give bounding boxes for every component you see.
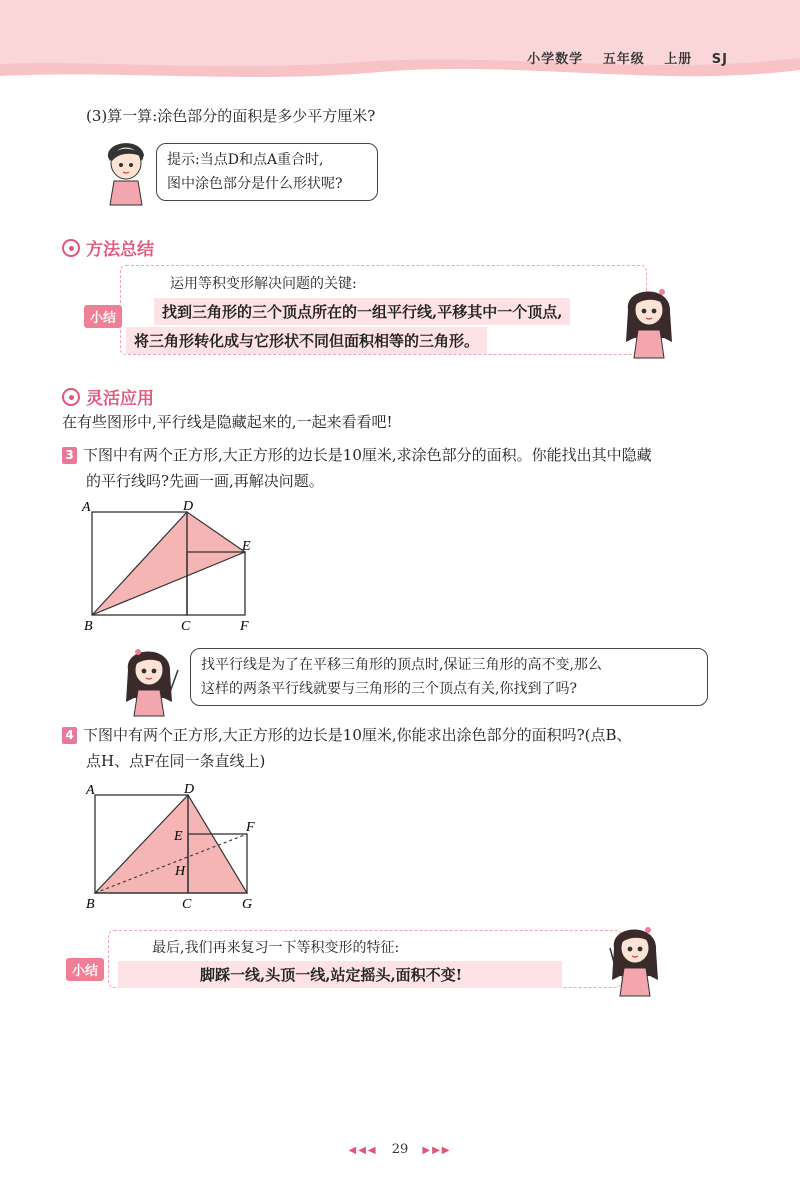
p4-label-b: B <box>86 897 95 912</box>
p3-label-e: E <box>242 539 251 554</box>
final-summary-intro: 最后,我们再来复习一下等积变形的特征: <box>152 940 400 956</box>
method-summary-tag: 小结 <box>84 305 122 328</box>
target-icon <box>62 388 80 406</box>
header-band <box>0 0 800 90</box>
header-edition: SJ <box>711 52 728 67</box>
problem3-text <box>62 442 742 494</box>
problem4-text <box>62 722 752 774</box>
p3-shaded-triangle <box>92 512 245 615</box>
girl-avatar-2 <box>120 640 182 718</box>
apply-section-title <box>62 384 154 409</box>
header-meta <box>513 48 728 67</box>
problem4-figure <box>80 782 270 912</box>
problem3-hint-bubble <box>190 648 708 706</box>
p4-label-c: C <box>182 897 192 912</box>
apply-title-text: 灵活应用 <box>86 389 154 409</box>
problem3-hint-line2: 这样的两条平行线就要与三角形的三个顶点有关,你找到了吗? <box>201 681 577 697</box>
problem4-line1: 下图中有两个正方形,大正方形的边长是10厘米,你能求出涂色部分的面积吗?(点B、 <box>83 726 632 744</box>
page-number: 29 <box>391 1142 409 1157</box>
problem3-figure <box>80 500 270 635</box>
p4-label-d: D <box>184 782 195 797</box>
header-subject: 小学数学 <box>527 52 584 67</box>
boy-avatar <box>100 135 152 207</box>
final-summary-motto: 脚踩一线,头顶一线,站定摇头,面积不变! <box>118 961 562 988</box>
problem3-hint-line1: 找平行线是为了在平移三角形的顶点时,保证三角形的高不变,那么 <box>201 657 602 673</box>
right-arrows-icon: ▶▶▶ <box>422 1145 452 1156</box>
girl-avatar-3 <box>604 918 668 998</box>
method-line2: 将三角形转化成与它形状不同但面积相等的三角形。 <box>126 327 487 354</box>
girl-avatar-1 <box>620 280 678 360</box>
p4-label-g: G <box>242 897 253 912</box>
apply-intro: 在有些图形中,平行线是隐藏起来的,一起来看看吧! <box>62 413 393 431</box>
problem4-badge: 4 <box>62 727 77 744</box>
footer-page <box>0 1142 800 1157</box>
q3-hint-line2: 图中涂色部分是什么形状呢? <box>167 176 343 192</box>
method-line1: 找到三角形的三个顶点所在的一组平行线,平移其中一个顶点, <box>154 298 570 325</box>
problem4-line2: 点H、点F在同一条直线上) <box>86 752 266 770</box>
p4-label-f: F <box>246 820 255 835</box>
q3-hint-bubble <box>156 143 378 201</box>
p4-label-e: E <box>174 829 183 844</box>
p3-label-c: C <box>181 619 191 634</box>
q3-hint-line1: 提示:当点D和点A重合时, <box>167 152 324 168</box>
problem3-line2: 的平行线吗?先画一画,再解决问题。 <box>86 472 324 490</box>
header-grade: 五年级 <box>602 52 645 67</box>
method-section-title <box>62 235 154 260</box>
p4-label-h: H <box>175 864 186 879</box>
p3-label-d: D <box>183 500 194 514</box>
left-arrows-icon: ◀◀◀ <box>348 1145 378 1156</box>
p3-label-f: F <box>240 619 249 634</box>
problem3-line1: 下图中有两个正方形,大正方形的边长是10厘米,求涂色部分的面积。你能找出其中隐藏 <box>83 446 652 464</box>
q3-part-text: (3)算一算:涂色部分的面积是多少平方厘米? <box>86 107 376 125</box>
method-intro: 运用等积变形解决问题的关键: <box>170 276 357 292</box>
p4-shaded-triangle <box>95 795 247 893</box>
problem3-badge: 3 <box>62 447 77 464</box>
p4-label-a: A <box>86 783 95 798</box>
method-title-text: 方法总结 <box>86 240 154 260</box>
p3-label-b: B <box>84 619 93 634</box>
final-summary-tag: 小结 <box>66 958 104 981</box>
p3-label-a: A <box>82 500 91 515</box>
header-volume: 上册 <box>664 52 693 67</box>
target-icon <box>62 239 80 257</box>
